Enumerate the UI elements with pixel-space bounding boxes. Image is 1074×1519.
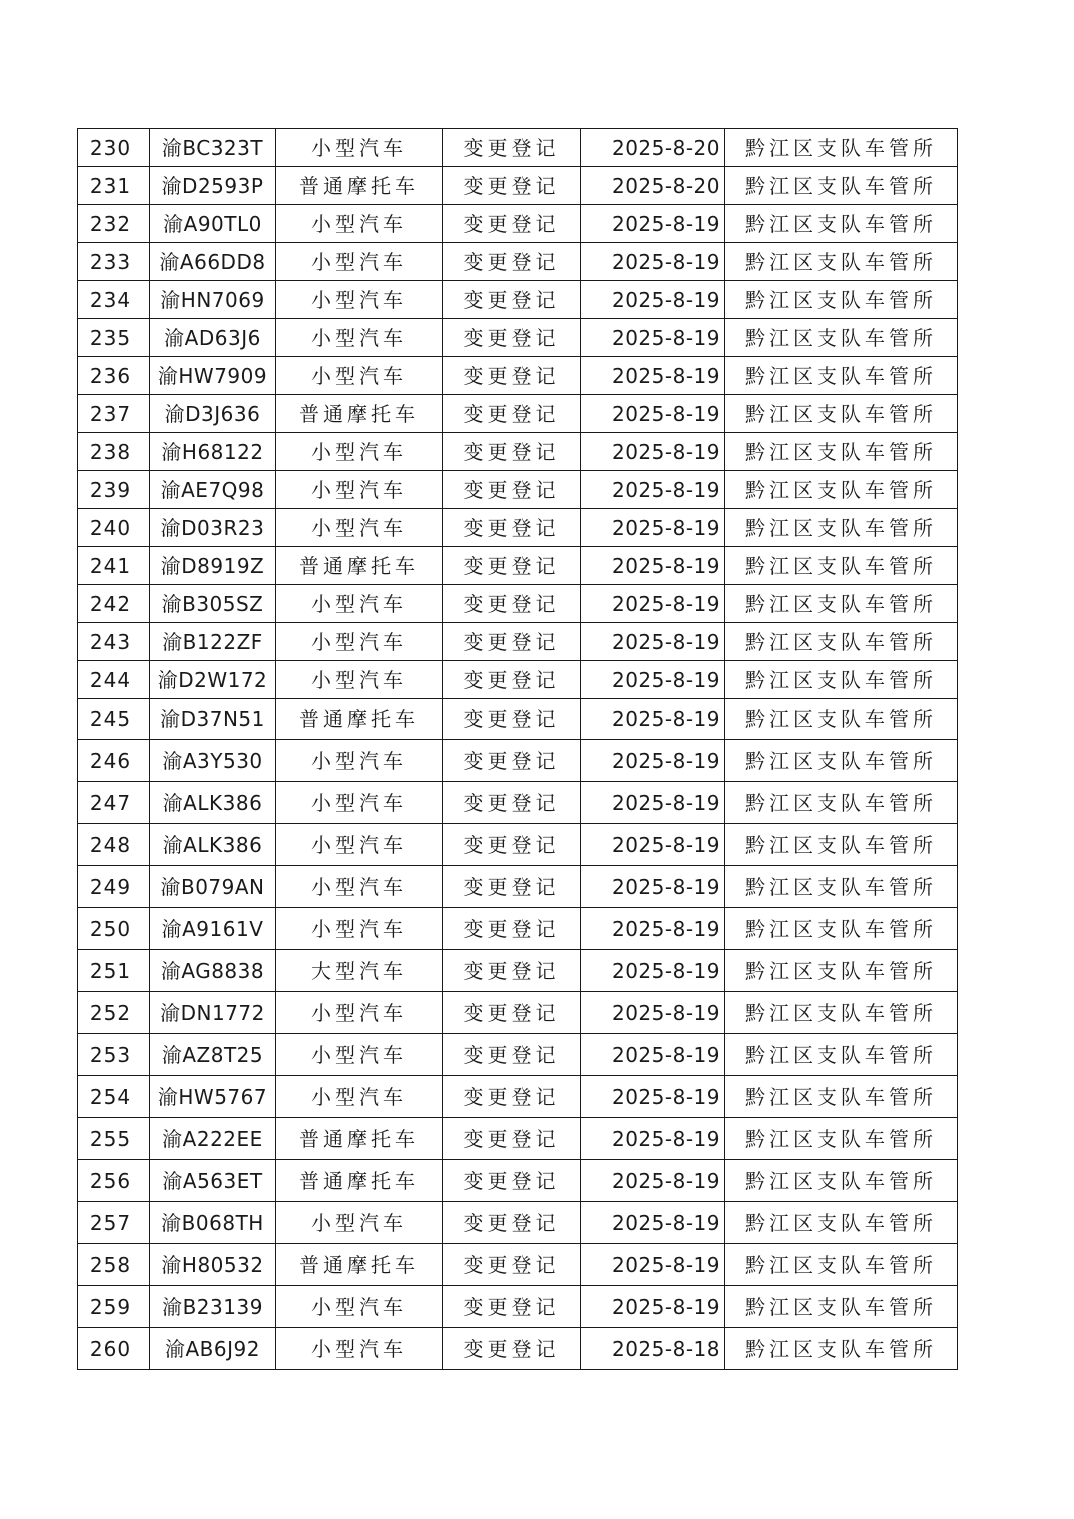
business-type-cell: 变更登记 [443,1202,581,1244]
vehicle-type-cell: 普通摩托车 [276,167,443,205]
vehicle-type-cell: 小型汽车 [276,824,443,866]
vehicle-type-cell: 小型汽车 [276,1286,443,1328]
table-row [78,1076,958,1118]
office-cell: 黔江区支队车管所 [725,740,958,782]
plate-number-cell: 渝D37N51 [150,699,276,740]
table-row [78,471,958,509]
plate-number-cell: 渝H68122 [150,433,276,471]
office-cell: 黔江区支队车管所 [725,547,958,585]
date-cell: 2025-8-19 [581,699,725,740]
table-body [78,129,958,1370]
office-cell: 黔江区支队车管所 [725,1160,958,1202]
business-type-cell: 变更登记 [443,699,581,740]
date-cell: 2025-8-19 [581,740,725,782]
vehicle-type-cell: 小型汽车 [276,281,443,319]
row-number-cell: 231 [78,167,150,205]
table-row [78,950,958,992]
business-type-cell: 变更登记 [443,509,581,547]
office-cell: 黔江区支队车管所 [725,782,958,824]
date-cell: 2025-8-19 [581,1202,725,1244]
plate-number-cell: 渝B079AN [150,866,276,908]
vehicle-type-cell: 小型汽车 [276,433,443,471]
vehicle-type-cell: 小型汽车 [276,243,443,281]
office-cell: 黔江区支队车管所 [725,992,958,1034]
office-cell: 黔江区支队车管所 [725,1076,958,1118]
row-number-cell: 241 [78,547,150,585]
business-type-cell: 变更登记 [443,1244,581,1286]
plate-number-cell: 渝DN1772 [150,992,276,1034]
business-type-cell: 变更登记 [443,1286,581,1328]
row-number-cell: 254 [78,1076,150,1118]
row-number-cell: 258 [78,1244,150,1286]
date-cell: 2025-8-19 [581,357,725,395]
date-cell: 2025-8-19 [581,585,725,623]
table-row [78,129,958,167]
plate-number-cell: 渝D3J636 [150,395,276,433]
table-row [78,585,958,623]
table-row [78,1328,958,1370]
office-cell: 黔江区支队车管所 [725,585,958,623]
table-row [78,1286,958,1328]
row-number-cell: 251 [78,950,150,992]
vehicle-type-cell: 小型汽车 [276,992,443,1034]
date-cell: 2025-8-18 [581,1328,725,1370]
date-cell: 2025-8-19 [581,866,725,908]
vehicle-type-cell: 小型汽车 [276,866,443,908]
row-number-cell: 243 [78,623,150,661]
date-cell: 2025-8-19 [581,395,725,433]
vehicle-type-cell: 普通摩托车 [276,1160,443,1202]
plate-number-cell: 渝B23139 [150,1286,276,1328]
plate-number-cell: 渝D8919Z [150,547,276,585]
date-cell: 2025-8-19 [581,281,725,319]
office-cell: 黔江区支队车管所 [725,1202,958,1244]
vehicle-type-cell: 小型汽车 [276,1328,443,1370]
business-type-cell: 变更登记 [443,908,581,950]
office-cell: 黔江区支队车管所 [725,129,958,167]
table-row [78,205,958,243]
business-type-cell: 变更登记 [443,740,581,782]
business-type-cell: 变更登记 [443,167,581,205]
date-cell: 2025-8-19 [581,319,725,357]
office-cell: 黔江区支队车管所 [725,661,958,699]
plate-number-cell: 渝ALK386 [150,782,276,824]
row-number-cell: 244 [78,661,150,699]
row-number-cell: 250 [78,908,150,950]
table-row [78,866,958,908]
vehicle-type-cell: 小型汽车 [276,782,443,824]
row-number-cell: 230 [78,129,150,167]
row-number-cell: 252 [78,992,150,1034]
vehicle-type-cell: 小型汽车 [276,585,443,623]
row-number-cell: 233 [78,243,150,281]
business-type-cell: 变更登记 [443,433,581,471]
date-cell: 2025-8-19 [581,509,725,547]
table-row [78,782,958,824]
plate-number-cell: 渝AD63J6 [150,319,276,357]
plate-number-cell: 渝D03R23 [150,509,276,547]
office-cell: 黔江区支队车管所 [725,167,958,205]
office-cell: 黔江区支队车管所 [725,1328,958,1370]
row-number-cell: 246 [78,740,150,782]
table-row [78,740,958,782]
vehicle-type-cell: 小型汽车 [276,129,443,167]
business-type-cell: 变更登记 [443,357,581,395]
date-cell: 2025-8-19 [581,1286,725,1328]
date-cell: 2025-8-19 [581,824,725,866]
office-cell: 黔江区支队车管所 [725,395,958,433]
plate-number-cell: 渝D2W172 [150,661,276,699]
table-row [78,623,958,661]
plate-number-cell: 渝BC323T [150,129,276,167]
office-cell: 黔江区支队车管所 [725,950,958,992]
table-row [78,1202,958,1244]
vehicle-type-cell: 小型汽车 [276,1202,443,1244]
date-cell: 2025-8-19 [581,950,725,992]
table-row [78,433,958,471]
office-cell: 黔江区支队车管所 [725,908,958,950]
vehicle-type-cell: 小型汽车 [276,471,443,509]
plate-number-cell: 渝A90TL0 [150,205,276,243]
office-cell: 黔江区支队车管所 [725,866,958,908]
row-number-cell: 260 [78,1328,150,1370]
vehicle-type-cell: 小型汽车 [276,908,443,950]
office-cell: 黔江区支队车管所 [725,281,958,319]
business-type-cell: 变更登记 [443,1328,581,1370]
date-cell: 2025-8-19 [581,992,725,1034]
office-cell: 黔江区支队车管所 [725,243,958,281]
date-cell: 2025-8-19 [581,661,725,699]
date-cell: 2025-8-19 [581,623,725,661]
vehicle-type-cell: 普通摩托车 [276,1244,443,1286]
business-type-cell: 变更登记 [443,1076,581,1118]
office-cell: 黔江区支队车管所 [725,699,958,740]
row-number-cell: 239 [78,471,150,509]
date-cell: 2025-8-20 [581,129,725,167]
business-type-cell: 变更登记 [443,547,581,585]
vehicle-type-cell: 小型汽车 [276,623,443,661]
row-number-cell: 247 [78,782,150,824]
vehicle-type-cell: 小型汽车 [276,1076,443,1118]
table-row [78,824,958,866]
plate-number-cell: 渝A222EE [150,1118,276,1160]
office-cell: 黔江区支队车管所 [725,623,958,661]
business-type-cell: 变更登记 [443,866,581,908]
date-cell: 2025-8-19 [581,1160,725,1202]
table-row [78,167,958,205]
business-type-cell: 变更登记 [443,623,581,661]
date-cell: 2025-8-19 [581,908,725,950]
registration-table [77,128,958,1370]
vehicle-type-cell: 小型汽车 [276,357,443,395]
business-type-cell: 变更登记 [443,824,581,866]
table-row [78,699,958,740]
table-row [78,547,958,585]
row-number-cell: 249 [78,866,150,908]
plate-number-cell: 渝ALK386 [150,824,276,866]
date-cell: 2025-8-19 [581,1034,725,1076]
table-row [78,243,958,281]
vehicle-type-cell: 普通摩托车 [276,395,443,433]
business-type-cell: 变更登记 [443,992,581,1034]
office-cell: 黔江区支队车管所 [725,433,958,471]
row-number-cell: 234 [78,281,150,319]
date-cell: 2025-8-19 [581,547,725,585]
plate-number-cell: 渝B068TH [150,1202,276,1244]
office-cell: 黔江区支队车管所 [725,1244,958,1286]
plate-number-cell: 渝AB6J92 [150,1328,276,1370]
row-number-cell: 240 [78,509,150,547]
office-cell: 黔江区支队车管所 [725,319,958,357]
table-row [78,1244,958,1286]
business-type-cell: 变更登记 [443,1160,581,1202]
business-type-cell: 变更登记 [443,129,581,167]
table-row [78,357,958,395]
office-cell: 黔江区支队车管所 [725,1034,958,1076]
row-number-cell: 232 [78,205,150,243]
date-cell: 2025-8-19 [581,1118,725,1160]
vehicle-type-cell: 小型汽车 [276,1034,443,1076]
vehicle-type-cell: 小型汽车 [276,319,443,357]
business-type-cell: 变更登记 [443,585,581,623]
row-number-cell: 236 [78,357,150,395]
vehicle-type-cell: 小型汽车 [276,740,443,782]
date-cell: 2025-8-19 [581,1244,725,1286]
date-cell: 2025-8-19 [581,1076,725,1118]
vehicle-type-cell: 普通摩托车 [276,1118,443,1160]
plate-number-cell: 渝A66DD8 [150,243,276,281]
plate-number-cell: 渝HW5767 [150,1076,276,1118]
date-cell: 2025-8-19 [581,243,725,281]
row-number-cell: 242 [78,585,150,623]
plate-number-cell: 渝B122ZF [150,623,276,661]
table-row [78,1118,958,1160]
date-cell: 2025-8-19 [581,433,725,471]
table-row [78,1034,958,1076]
office-cell: 黔江区支队车管所 [725,1118,958,1160]
row-number-cell: 253 [78,1034,150,1076]
row-number-cell: 238 [78,433,150,471]
plate-number-cell: 渝HN7069 [150,281,276,319]
row-number-cell: 245 [78,699,150,740]
vehicle-type-cell: 小型汽车 [276,509,443,547]
date-cell: 2025-8-19 [581,471,725,509]
vehicle-type-cell: 普通摩托车 [276,547,443,585]
row-number-cell: 237 [78,395,150,433]
office-cell: 黔江区支队车管所 [725,824,958,866]
row-number-cell: 257 [78,1202,150,1244]
plate-number-cell: 渝H80532 [150,1244,276,1286]
office-cell: 黔江区支队车管所 [725,509,958,547]
business-type-cell: 变更登记 [443,471,581,509]
plate-number-cell: 渝A563ET [150,1160,276,1202]
business-type-cell: 变更登记 [443,243,581,281]
row-number-cell: 255 [78,1118,150,1160]
date-cell: 2025-8-19 [581,782,725,824]
business-type-cell: 变更登记 [443,1118,581,1160]
business-type-cell: 变更登记 [443,281,581,319]
table-row [78,509,958,547]
plate-number-cell: 渝B305SZ [150,585,276,623]
office-cell: 黔江区支队车管所 [725,357,958,395]
business-type-cell: 变更登记 [443,319,581,357]
row-number-cell: 248 [78,824,150,866]
vehicle-type-cell: 普通摩托车 [276,699,443,740]
table-row [78,395,958,433]
date-cell: 2025-8-20 [581,167,725,205]
office-cell: 黔江区支队车管所 [725,205,958,243]
row-number-cell: 259 [78,1286,150,1328]
business-type-cell: 变更登记 [443,782,581,824]
table-row [78,661,958,699]
business-type-cell: 变更登记 [443,1034,581,1076]
plate-number-cell: 渝AG8838 [150,950,276,992]
table-row [78,992,958,1034]
business-type-cell: 变更登记 [443,395,581,433]
row-number-cell: 235 [78,319,150,357]
office-cell: 黔江区支队车管所 [725,1286,958,1328]
plate-number-cell: 渝A9161V [150,908,276,950]
plate-number-cell: 渝AZ8T25 [150,1034,276,1076]
business-type-cell: 变更登记 [443,950,581,992]
plate-number-cell: 渝A3Y530 [150,740,276,782]
table-row [78,281,958,319]
office-cell: 黔江区支队车管所 [725,471,958,509]
vehicle-type-cell: 大型汽车 [276,950,443,992]
business-type-cell: 变更登记 [443,205,581,243]
table-row [78,1160,958,1202]
table-row [78,319,958,357]
plate-number-cell: 渝AE7Q98 [150,471,276,509]
vehicle-type-cell: 小型汽车 [276,205,443,243]
business-type-cell: 变更登记 [443,661,581,699]
date-cell: 2025-8-19 [581,205,725,243]
vehicle-type-cell: 小型汽车 [276,661,443,699]
plate-number-cell: 渝D2593P [150,167,276,205]
table-row [78,908,958,950]
row-number-cell: 256 [78,1160,150,1202]
plate-number-cell: 渝HW7909 [150,357,276,395]
